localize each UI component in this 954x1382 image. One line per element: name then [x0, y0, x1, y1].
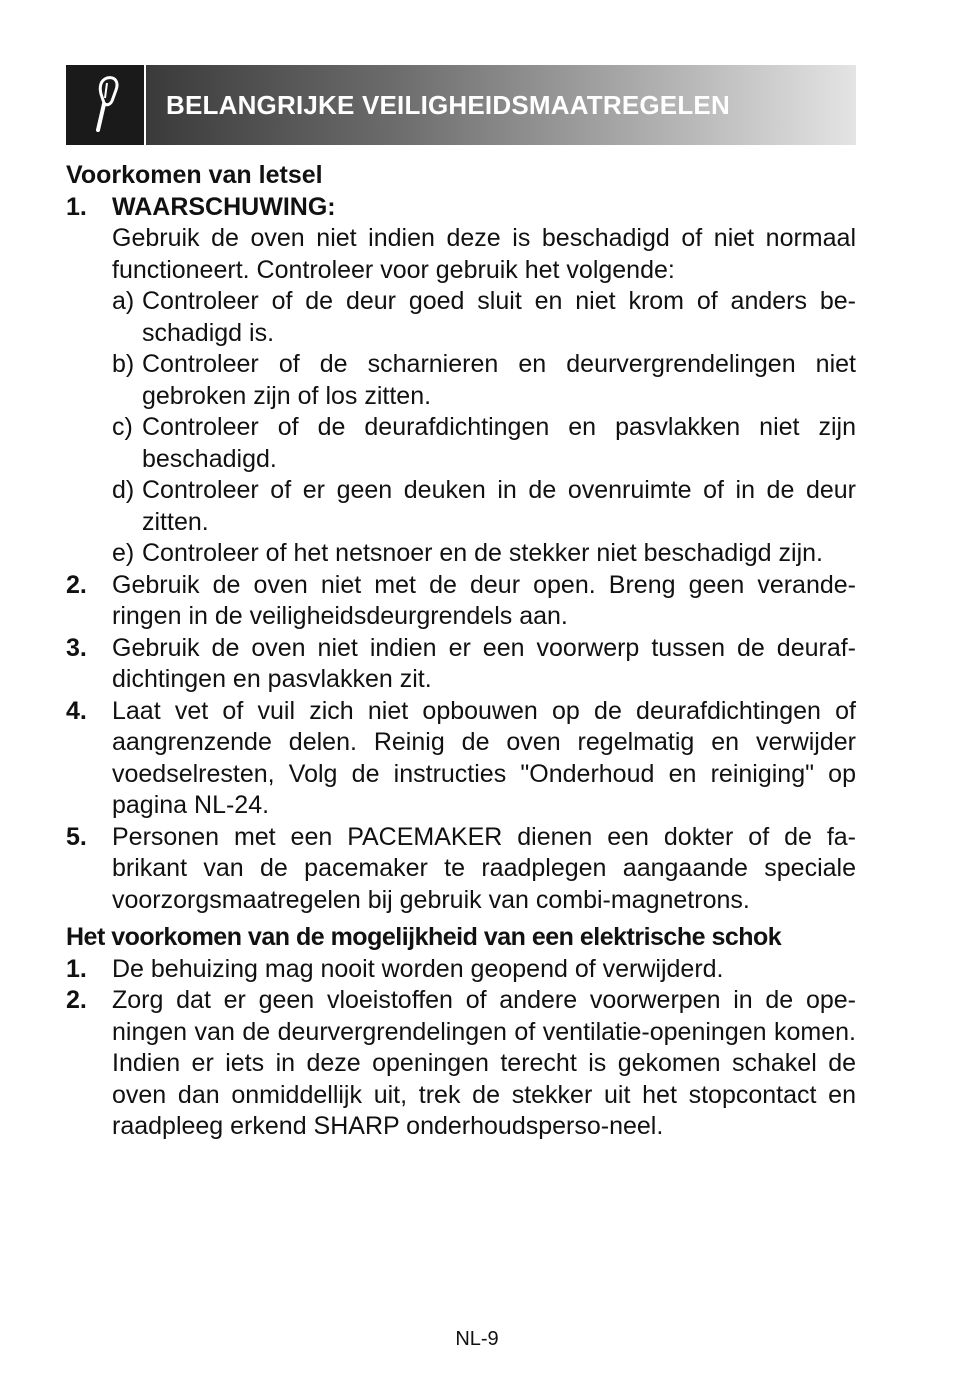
header-bar [144, 65, 856, 145]
sub-item-text: Controleer of het netsnoer en de stekker niet beschadigd zijn. [142, 539, 823, 567]
item-number: 2. [66, 986, 87, 1014]
sub-item-label: d) [112, 476, 135, 504]
sub-item-text: Controleer of de deurafdichtingen en pasvlakken niet zijn beschadigd. [142, 413, 856, 473]
warning-label: WAARSCHUWING: [112, 192, 336, 221]
page-title: BELANGRIJKE VEILIGHEIDSMAATREGELEN [166, 89, 730, 120]
item-text: Zorg dat er geen vloeistoffen of andere voorwerpen in de ope-ningen van de deurvergrendelingen of ventilatie-openingen komen. Indien er iets in deze openingen terecht is gekomen schakel de oven dan onmiddellijk uit, trek de stekker uit het stopcontact en raadpleeg erkend SHARP onderhoudsperso-neel. [112, 986, 856, 1140]
list-item [66, 570, 856, 633]
sub-item [112, 538, 856, 570]
document-body [66, 160, 856, 1143]
list-item [66, 192, 856, 570]
list-item [66, 954, 856, 986]
section-header [66, 65, 856, 145]
section-heading-injury: Voorkomen van letsel [66, 161, 323, 189]
sub-item-label: c) [112, 413, 133, 441]
sub-item [112, 475, 856, 538]
section-heading-electric-shock: Het voorkomen van de mogelijkheid van een elektrische schok [66, 923, 782, 951]
sub-item [112, 286, 856, 349]
sub-item [112, 349, 856, 412]
page-number: NL-9 [455, 1328, 499, 1350]
item-text: Gebruik de oven niet indien er een voorwerp tussen de deuraf-dichtingen en pasvlakken zit. [112, 633, 856, 693]
sub-item-text: Controleer of de scharnieren en deurvergrendelingen niet gebroken zijn of los zitten. [142, 350, 856, 410]
item-text: Gebruik de oven niet met de deur open. Breng geen verande-ringen in de veiligheidsdeurgrendels aan. [112, 570, 856, 630]
item-number: 1. [66, 192, 87, 221]
sub-item-text: Controleer of er geen deuken in de ovenruimte of in de deur zitten. [142, 476, 856, 536]
sub-item-text: Controleer of de deur goed sluit en niet krom of anders be-schadigd is. [142, 287, 856, 347]
sub-item-label: e) [112, 539, 135, 567]
warning-pen-icon [66, 65, 144, 145]
list-item [66, 822, 856, 917]
item-number: 1. [66, 954, 87, 983]
item-text: Personen met een PACEMAKER dienen een dokter of de fa-brikant van de pacemaker te raadplegen aangaande speciale voorzorgsmaatregelen bij gebruik van combi-magnetrons. [112, 822, 856, 914]
item-text: Laat vet of vuil zich niet opbouwen op de deurafdichtingen of aangrenzende delen. Reinig de oven regelmatig en verwijder voedselresten, Volg de instructies "Onderhoud en reiniging" op pagina NL-24. [112, 696, 856, 819]
item-number: 4. [66, 696, 87, 725]
item-text: De behuizing mag nooit worden geopend of verwijderd. [112, 954, 724, 983]
item-text: Gebruik de oven niet indien deze is beschadigd of niet normaal functioneert. Controleer voor gebruik het volgende: [112, 224, 856, 284]
list-item [66, 633, 856, 696]
list-item [66, 696, 856, 822]
sub-item-label: a) [112, 287, 135, 315]
item-number: 2. [66, 570, 87, 599]
item-number: 3. [66, 633, 87, 662]
item-number: 5. [66, 822, 87, 851]
sub-item-label: b) [112, 350, 135, 378]
list-item [66, 985, 856, 1143]
sub-item [112, 412, 856, 475]
